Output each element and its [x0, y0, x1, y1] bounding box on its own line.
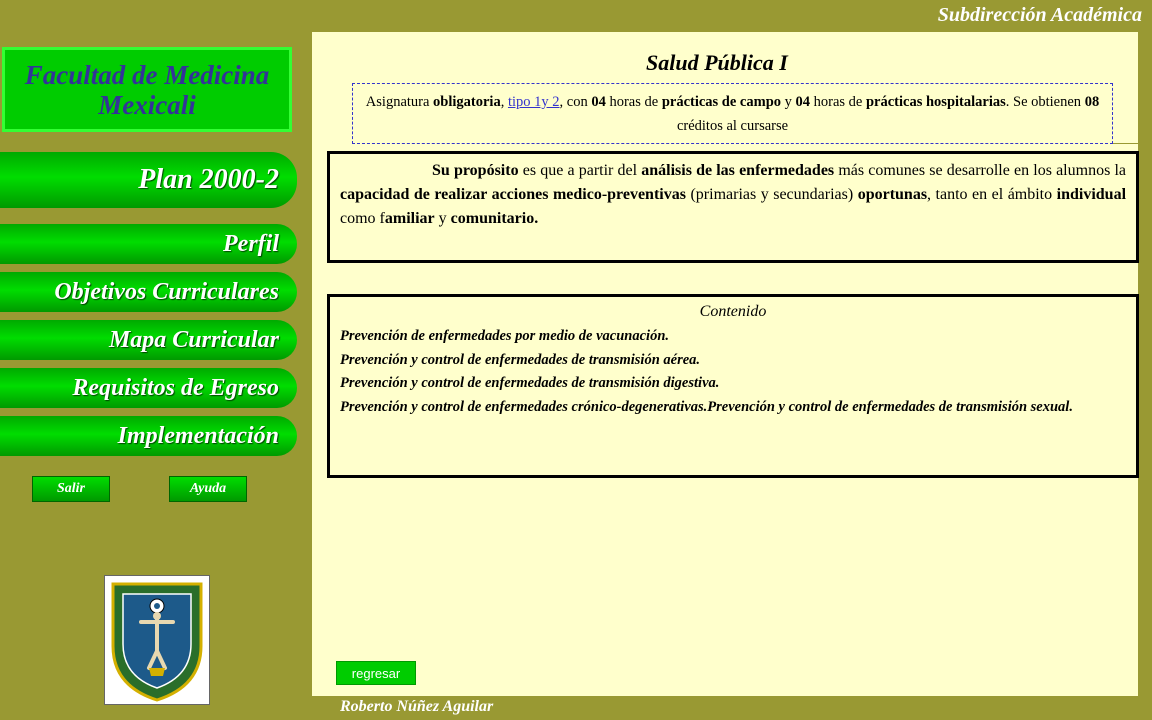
purpose-text: amiliar: [384, 210, 435, 227]
nav-implementacion-label: Implementación: [117, 422, 279, 449]
info-text: . Se obtienen: [1005, 94, 1085, 110]
nav-implementacion[interactable]: [0, 416, 297, 456]
nav-perfil[interactable]: [0, 224, 297, 264]
purpose-text: más comunes se desarrolle en los alumnos la: [834, 162, 1126, 179]
tipo-link[interactable]: tipo 1y 2: [507, 94, 560, 110]
purpose-text: capacidad de realizar acciones medico-preventivas: [340, 186, 686, 203]
info-obligatoria: obligatoria: [433, 94, 501, 110]
purpose-text: análisis de las enfermedades: [641, 162, 835, 179]
university-logo: [104, 575, 210, 705]
content-item: Prevención y control de enfermedades de transmisión aérea.: [340, 351, 701, 368]
ayuda-button[interactable]: [169, 476, 247, 502]
nav-objetivos-label: Objetivos Curriculares: [54, 278, 279, 305]
purpose-text: oportunas: [857, 186, 928, 203]
plan-button[interactable]: [0, 152, 297, 208]
purpose-text: y: [434, 210, 451, 227]
info-text: créditos al cursarse: [676, 118, 789, 134]
info-text: horas de: [605, 94, 662, 110]
info-hours-campo: 04: [591, 94, 606, 110]
info-text: , con: [559, 94, 592, 110]
purpose-text: comunitario.: [450, 210, 539, 227]
purpose-text: , tanto en el ámbito: [927, 186, 1057, 203]
nav-requisitos-egreso[interactable]: [0, 368, 297, 408]
right-strip: [1138, 32, 1152, 696]
info-text: y: [781, 94, 796, 110]
info-text: Asignatura: [365, 94, 434, 110]
content-item: Prevención y control de enfermedades de transmisión digestiva.: [340, 375, 720, 391]
info-practicas-campo: prácticas de campo: [661, 94, 782, 110]
content-box: [327, 294, 1139, 478]
faculty-line-2: Mexicali: [98, 89, 196, 120]
purpose-text: es que a partir del: [518, 162, 642, 179]
university-seal-icon: [105, 576, 209, 704]
nav-perfil-label: Perfil: [223, 230, 279, 257]
footer-author: Roberto Núñez Aguilar: [340, 698, 494, 715]
course-info: [352, 83, 1113, 144]
content-title: Contenido: [699, 303, 767, 320]
purpose-text: como f: [340, 210, 385, 227]
salir-label: Salir: [56, 481, 85, 496]
purpose-text: Su propósito: [432, 162, 519, 179]
top-bar: [312, 0, 1152, 32]
header-title: Subdirección Académica: [937, 4, 1142, 26]
content-item: Prevención de enfermedades por medio de vacunación.: [340, 328, 670, 344]
ayuda-label: Ayuda: [189, 481, 227, 496]
info-practicas-hospitalarias: prácticas hospitalarias: [865, 94, 1006, 110]
nav-mapa-curricular[interactable]: [0, 320, 297, 360]
nav-mapa-label: Mapa Curricular: [108, 326, 279, 353]
nav-objetivos-curriculares[interactable]: [0, 272, 297, 312]
salir-button[interactable]: [32, 476, 110, 502]
info-text: ,: [500, 94, 508, 110]
faculty-line-1: Facultad de Medicina: [24, 59, 270, 90]
info-credits: 08: [1084, 94, 1100, 110]
page-title: Salud Pública I: [646, 50, 788, 75]
nav-requisitos-label: Requisitos de Egreso: [72, 374, 279, 401]
purpose-text: individual: [1056, 186, 1127, 203]
content-item: Prevención y control de enfermedades crónico-degenerativas.Prevención y control de enfermedades de transmisión sexual.: [340, 398, 1073, 415]
purpose-text: (primarias y secundarias): [685, 186, 858, 203]
plan-label: Plan 2000-2: [138, 164, 279, 195]
info-text: horas de: [810, 94, 866, 110]
info-hours-hospital: 04: [795, 94, 811, 110]
purpose-box: [327, 151, 1139, 263]
back-label: regresar: [351, 665, 401, 681]
divider-line: [1113, 143, 1152, 144]
faculty-title-box[interactable]: [2, 47, 292, 132]
back-button[interactable]: [336, 661, 416, 685]
